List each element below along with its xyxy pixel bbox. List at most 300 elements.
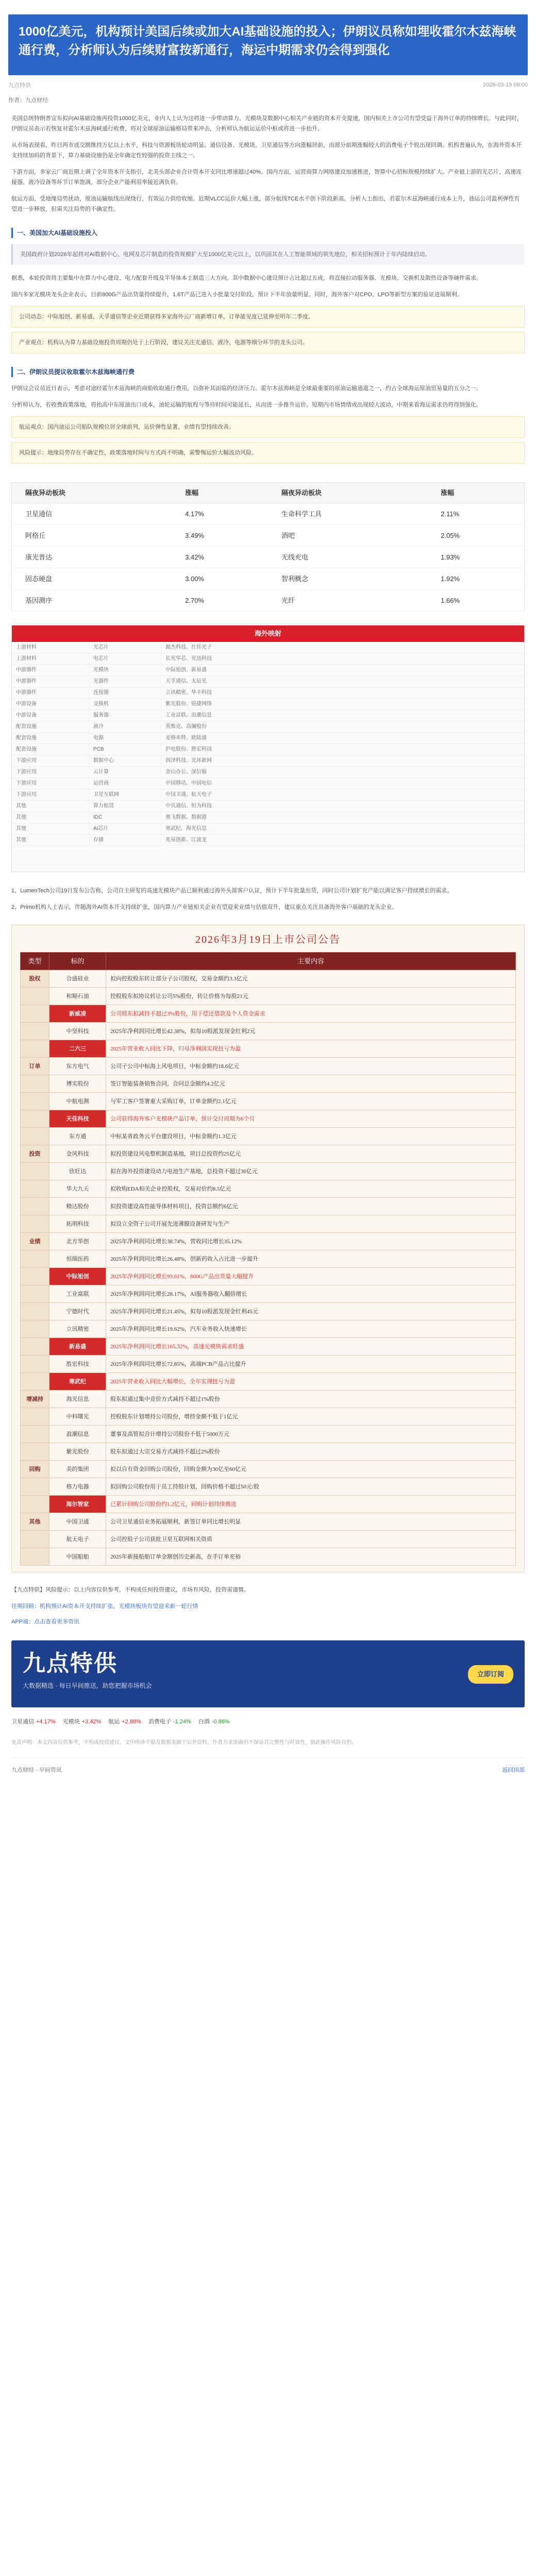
announcement-table — [20, 952, 516, 1566]
chain-cell: 立讯精密、华丰科技 — [165, 690, 212, 696]
chain-row — [12, 687, 524, 699]
table-row — [21, 1373, 516, 1391]
stock-change: -1.24% — [173, 1719, 191, 1725]
chain-cell: 配套设施 — [12, 733, 89, 743]
category-cell: 投资 — [21, 1145, 49, 1163]
sector-name-cell: 康光普达 — [12, 547, 172, 568]
stock-name: 光模块 — [62, 1719, 80, 1725]
table-row — [21, 1180, 516, 1198]
chain-cell: 算力租赁 — [89, 801, 161, 811]
callout-box: 风险提示：地缘局势存在不确定性，政策落地时间与方式尚不明确，需警惕运价大幅波动风险。 — [11, 442, 525, 464]
chain-cell: 金山办公、深信服 — [165, 769, 207, 775]
content-cell: 股东拟通过集中竞价方式减持不超过1%股份 — [106, 1391, 516, 1408]
table-row — [21, 1513, 516, 1531]
category-cell — [21, 1338, 49, 1355]
chain-cell: 下游应用 — [12, 789, 89, 800]
section-heading: 二、伊朗议员提议收取霍尔木兹海峡通行费 — [11, 367, 525, 377]
table-header-row — [21, 953, 516, 970]
chain-cell: 英维克、高澜股份 — [165, 724, 207, 730]
chain-cell: 其他 — [12, 812, 89, 823]
category-cell — [21, 1198, 49, 1215]
table-row — [21, 1426, 516, 1443]
table-row — [21, 1408, 516, 1426]
sector-change-cell: 1.66% — [427, 590, 524, 612]
table-header-cell: 隔夜异动板块 — [268, 483, 427, 503]
chain-cell: 电源 — [89, 733, 161, 743]
stock-name-cell: 新威凌 — [49, 1005, 106, 1023]
table-row — [21, 1075, 516, 1093]
table-row — [21, 1110, 516, 1128]
chain-chart-rows — [12, 642, 524, 846]
content-cell: 拟回购公司股份用于员工持股计划，回购价格不超过50元/股 — [106, 1478, 516, 1496]
stock-name-cell: 中际旭创 — [49, 1268, 106, 1285]
chain-cell: 服务器 — [89, 710, 161, 721]
chain-cell: IDC — [89, 812, 161, 823]
footer — [11, 1757, 525, 1775]
content-cell: 公司获得海外客户光模块产品订单，预计交付周期为6个月 — [106, 1110, 516, 1128]
stock-name: 卫星通信 — [11, 1719, 34, 1725]
table-row — [21, 1233, 516, 1250]
chain-row — [12, 710, 524, 721]
chain-cell: 沪电股份、胜宏科技 — [165, 747, 212, 752]
chain-cell: 光模块 — [89, 665, 161, 675]
stock-change: -0.86% — [211, 1719, 230, 1725]
chain-cell: 下游应用 — [12, 767, 89, 777]
content-cell: 中标某省政务云平台建设项目，中标金额约1.3亿元 — [106, 1128, 516, 1145]
table-row — [21, 1531, 516, 1548]
chain-cell: 寒武纪、海光信息 — [165, 826, 207, 832]
chain-cell: 其他 — [12, 823, 89, 834]
chain-cell: 液冷 — [89, 721, 161, 732]
content-cell: 签订智能装备销售合同，合同总金额约4.2亿元 — [106, 1075, 516, 1093]
category-cell: 增减持 — [21, 1391, 49, 1408]
sector-change-cell: 4.17% — [172, 503, 268, 525]
past-issue-link[interactable]: 往期回顾：机构预计AI资本开支持续扩张，光模块板块有望迎来新一轮行情 — [11, 1603, 198, 1609]
table-row — [21, 1548, 516, 1566]
sector-change-cell: 2.05% — [427, 525, 524, 547]
category-cell — [21, 988, 49, 1005]
content-cell: 2025年净利润同比增长42.38%，拟每10股派发现金红利2元 — [106, 1023, 516, 1040]
sector-name-cell: 无线充电 — [268, 547, 427, 568]
chain-cell: 光器件 — [89, 676, 161, 687]
stock-name-cell: 华大九天 — [49, 1180, 106, 1198]
chain-cell: 下游应用 — [12, 755, 89, 766]
stock-change: +2.88% — [122, 1719, 141, 1725]
chain-cell: 紫光股份、锐捷网络 — [165, 701, 212, 707]
table-row — [12, 568, 525, 590]
intro-paragraph: 从市场表现看，昨日两市成交额维持万亿以上水平，科技与资源板块轮动明显。通信设备、光模块、卫星通信等方向涨幅居前，而部分前期涨幅较大的消费电子个股出现回调。机构普遍认为，在海外资本开支持续加码的背景下，算力基础设施仍是全年确定性较强的投资主线之一。 — [11, 142, 522, 159]
chain-cell: AI芯片 — [89, 823, 161, 834]
chain-cell: 中际旭创、新易盛 — [165, 667, 207, 673]
chain-cell: 其他 — [12, 801, 89, 811]
category-cell — [21, 1023, 49, 1040]
stock-item[interactable] — [148, 1717, 191, 1727]
chain-cell: 上游材料 — [12, 653, 89, 664]
article-title: 1000亿美元，机构预计美国后续或加大AI基础设施的投入；伊朗议员称如埋收霍尔木兹海峡通行费，分析师认为后续财富按新通行，海运中期需求仍会得到强化 — [19, 25, 516, 57]
sector-name-cell: 卫星通信 — [12, 503, 172, 525]
chain-row — [12, 699, 524, 710]
table-row — [21, 1145, 516, 1163]
chain-cell: 兆易创新、江波龙 — [165, 837, 207, 843]
section-heading: 一、美国加大AI基础设施投入 — [11, 228, 525, 238]
category-cell — [21, 1268, 49, 1285]
sector-name-cell: 生命科学工具 — [268, 503, 427, 525]
table-row — [21, 1198, 516, 1215]
stock-ticker — [11, 1717, 525, 1727]
category-cell — [21, 1548, 49, 1566]
category-cell — [21, 1215, 49, 1233]
chain-cell: 运营商 — [89, 778, 161, 789]
table-row — [21, 1005, 516, 1023]
category-cell — [21, 1180, 49, 1198]
intro-paragraph: 下游方面，多家云厂商近期上调了全年资本开支指引，北美头部企业合计资本开支同比增速超过40%。国内方面，运营商算力网络建设加速推进，智算中心招标规模持续扩大。产业链上游的光芯片、高速连接器、液冷设备等环节订单饱满，部分企业产能利用率接近满负荷。 — [11, 169, 522, 185]
category-cell — [21, 1355, 49, 1373]
table-header-cell: 标的 — [49, 953, 106, 970]
sector-name-cell: 光纤 — [268, 590, 427, 612]
category-cell: 其他 — [21, 1513, 49, 1531]
stock-name-cell: 新易盛 — [49, 1338, 106, 1355]
chain-chart-image — [11, 625, 525, 872]
tail-paragraph: 【九点特供】风险提示：以上内容仅供参考，不构成任何投资建议，市场有风险，投资需谨慎。 — [11, 1587, 249, 1593]
chain-cell: 中游器件 — [12, 665, 89, 675]
content-cell: 2025年净利润同比增长26.48%，创新药收入占比进一步提升 — [106, 1250, 516, 1268]
stock-name: 消费电子 — [148, 1719, 171, 1725]
chain-cell: 麦格米特、欧陆通 — [165, 735, 207, 741]
category-cell: 订单 — [21, 1058, 49, 1075]
stock-name-cell: 博实股份 — [49, 1075, 106, 1093]
content-cell: 2025年净利润同比增长72.85%，高端PCB产品占比提升 — [106, 1355, 516, 1373]
content-cell: 控股股东拟协议转让公司5%股份，转让价格为每股21元 — [106, 988, 516, 1005]
sector-change-cell: 3.42% — [172, 547, 268, 568]
chain-cell: 电芯片 — [89, 653, 161, 664]
category-cell — [21, 1303, 49, 1320]
content-cell: 2025年净利润同比增长93.61%，800G产品出货量大幅提升 — [106, 1268, 516, 1285]
chain-cell: 工业富联、浪潮信息 — [165, 713, 212, 718]
chain-cell: 卫星互联网 — [89, 789, 161, 800]
stock-name-cell: 拓荆科技 — [49, 1215, 106, 1233]
article-meta — [8, 81, 528, 89]
callout-box: 航运观点：国内油运公司船队规模位居全球前列，运价弹性显著，业绩有望持续改善。 — [11, 416, 525, 438]
content-cell: 拟在海外投资建设动力电池生产基地，总投资不超过30亿元 — [106, 1163, 516, 1180]
content-cell: 2025年净利润同比增长38.74%，营收同比增长35.12% — [106, 1233, 516, 1250]
promo-banner[interactable] — [11, 1640, 525, 1707]
table-row — [21, 1268, 516, 1285]
content-cell: 拟以自有资金回购公司股份，回购金额为30亿至60亿元 — [106, 1461, 516, 1478]
sector-change-cell: 2.11% — [427, 503, 524, 525]
table-row — [21, 1303, 516, 1320]
chain-cell: 中国移动、中国电信 — [165, 781, 212, 786]
stock-change: +3.42% — [81, 1719, 102, 1725]
sector-name-cell: 阿格丘 — [12, 525, 172, 547]
section-paragraph: 分析师认为，若收费政策落地，将抬高中东原油出口成本，油轮运输的航程与等待时间可能延长，从而进一步推升运价。短期内市场情绪或出现较大波动，中期来看海运需求仍将得到强化。 — [11, 402, 482, 408]
table-header-cell: 类型 — [21, 953, 49, 970]
stock-name-cell: 中科曙光 — [49, 1408, 106, 1426]
chain-row — [12, 812, 524, 823]
content-cell: 拟投资建设风电整机制造基地，项目总投资约25亿元 — [106, 1145, 516, 1163]
sector-change-cell: 2.70% — [172, 590, 268, 612]
category-cell — [21, 1408, 49, 1426]
section-paragraph: 伊朗议会议员近日表示，考虑对途经霍尔木兹海峡的商船收取通行费用，以弥补其面临的经济压力。霍尔木兹海峡是全球最重要的原油运输通道之一，约占全球海运原油贸易量的五分之一。 — [11, 385, 482, 392]
callout-box: 产业观点：机构认为算力基础设施投资周期仍处于上行阶段，建议关注光通信、液冷、电源等细分环节的龙头公司。 — [11, 332, 525, 353]
stock-name-cell: 东方通 — [49, 1128, 106, 1145]
chain-cell: 连接器 — [89, 687, 161, 698]
content-cell: 公司卫星通信业务拓展顺利，新签订单同比增长明显 — [106, 1513, 516, 1531]
category-cell — [21, 1373, 49, 1391]
chain-cell: 交换机 — [89, 699, 161, 709]
content-cell: 2025年新接船舶订单金额创历史新高，在手订单充裕 — [106, 1548, 516, 1566]
section-paragraph: 国内多家光模块龙头企业表示，目前800G产品出货量持续提升，1.6T产品已进入小批量交付阶段，预计下半年放量明显。同时，海外客户对CPO、LPO等新型方案的验证进展顺利。 — [11, 292, 463, 298]
sector-name-cell: 固态硬盘 — [12, 568, 172, 590]
table-row — [21, 1338, 516, 1355]
chain-cell: 润泽科技、光环新网 — [165, 758, 212, 764]
stock-name-cell: 北方华创 — [49, 1233, 106, 1250]
category-cell — [21, 1496, 49, 1513]
chain-row — [12, 721, 524, 733]
content-cell: 控股股东计划增持公司股份，增持金额不低于1亿元 — [106, 1408, 516, 1426]
table-header-cell: 隔夜异动板块 — [12, 483, 172, 503]
content-cell: 董事及高管拟合计增持公司股份不低于5000万元 — [106, 1426, 516, 1443]
content-cell: 2025年净利润同比增长21.45%，拟每10股派发现金红利45元 — [106, 1303, 516, 1320]
sector-table — [11, 482, 525, 612]
table-row — [12, 525, 525, 547]
category-cell — [21, 1531, 49, 1548]
chain-cell: 其他 — [12, 835, 89, 845]
category-cell — [21, 1426, 49, 1443]
category-cell — [21, 1093, 49, 1110]
sector-change-cell: 1.92% — [427, 568, 524, 590]
stock-name-cell: 胜宏科技 — [49, 1355, 106, 1373]
content-cell: 拟收购EDA相关企业控股权，交易对价约8.5亿元 — [106, 1180, 516, 1198]
stock-name-cell: 东方电气 — [49, 1058, 106, 1075]
table-header-cell: 主要内容 — [106, 953, 516, 970]
content-cell: 公司股东拟减持不超过3%股份，用于偿还借款及个人资金需求 — [106, 1005, 516, 1023]
stock-name: 白酒 — [198, 1719, 210, 1725]
stock-item[interactable] — [108, 1717, 141, 1727]
chain-row — [12, 744, 524, 755]
chain-row — [12, 676, 524, 687]
chain-cell: 奥飞数据、数据港 — [165, 815, 207, 820]
chain-row — [12, 789, 524, 801]
article-date: 2026-03-19 08:00 — [483, 82, 528, 88]
chain-row — [12, 823, 524, 835]
stock-name-cell: 工业富联 — [49, 1285, 106, 1303]
stock-name-cell: 金风科技 — [49, 1145, 106, 1163]
table-row — [21, 1461, 516, 1478]
table-row — [21, 1320, 516, 1338]
content-cell: 2025年净利润同比增长165.32%，高速光模块需求旺盛 — [106, 1338, 516, 1355]
article-author: 作者：九点财经 — [8, 97, 48, 104]
category-cell — [21, 1163, 49, 1180]
category-cell — [21, 1443, 49, 1461]
stock-name-cell: 紫光股份 — [49, 1443, 106, 1461]
chain-row — [12, 755, 524, 767]
stock-change: +4.17% — [36, 1719, 56, 1725]
chain-cell: 云计算 — [89, 767, 161, 777]
stock-name-cell: 格力电器 — [49, 1478, 106, 1496]
content-cell: 拟向控股股东转让部分子公司股权，交易金额约3.3亿元 — [106, 970, 516, 988]
chain-cell: 天孚通信、太辰光 — [165, 679, 207, 684]
stock-item[interactable] — [63, 1717, 102, 1727]
table-header-row — [12, 483, 525, 503]
chain-cell: 配套设施 — [12, 721, 89, 732]
section-quote: 美国政府计划2026年起将对AI数据中心、电网及芯片制造的投资规模扩大至1000亿美元以上，以巩固其在人工智能领域的领先地位，相关招标预计于年内陆续启动。 — [11, 244, 525, 265]
chain-cell: 中游设备 — [12, 699, 89, 709]
announcement-title: 2026年3月19日上市公司公告 — [195, 934, 341, 945]
chain-row — [12, 733, 524, 744]
stock-name-cell: 浪潮信息 — [49, 1426, 106, 1443]
content-cell: 公司子公司中标海上风电项目，中标金额约18.6亿元 — [106, 1058, 516, 1075]
chain-row — [12, 778, 524, 789]
table-row — [12, 547, 525, 568]
table-row — [21, 1093, 516, 1110]
chain-cell: 下游应用 — [12, 778, 89, 789]
table-row — [21, 988, 516, 1005]
chain-cell: 中游设备 — [12, 710, 89, 721]
content-cell: 股东拟通过大宗交易方式减持不超过2%股份 — [106, 1443, 516, 1461]
sector-name-cell: 基因测序 — [12, 590, 172, 612]
sector-name-cell: 酒吧 — [268, 525, 427, 547]
table-row — [21, 1058, 516, 1075]
table-header-cell: 涨幅 — [427, 483, 524, 503]
stock-name-cell: 美的集团 — [49, 1461, 106, 1478]
stock-name-cell: 立讯精密 — [49, 1320, 106, 1338]
content-cell: 2025年营业收入同比下降，归母净利润实现扭亏为盈 — [106, 1040, 516, 1058]
table-row — [21, 1023, 516, 1040]
table-row — [12, 503, 525, 525]
content-cell: 与军工客户签署重大采购订单，订单金额约2.1亿元 — [106, 1093, 516, 1110]
chain-row — [12, 653, 524, 665]
content-cell: 已累计回购公司股份约1.2亿元，回购计划持续推进 — [106, 1496, 516, 1513]
chain-cell: PCB — [89, 744, 161, 755]
table-row — [21, 1215, 516, 1233]
chain-row — [12, 642, 524, 653]
chain-cell: 上游材料 — [12, 642, 89, 653]
note-paragraph: 2、Primo机构人士表示，伴随海外AI资本开支持续扩张，国内算力产业链相关企业有望迎来业绩与估值双升，建议重点关注具备海外客户基础的龙头企业。 — [11, 904, 398, 910]
chain-cell: 中游器件 — [12, 687, 89, 698]
stock-name-cell: 二六三 — [49, 1040, 106, 1058]
page — [0, 14, 536, 2576]
chain-cell: 配套设施 — [12, 744, 89, 755]
article-body — [11, 113, 525, 1775]
stock-name-cell: 天佳科技 — [49, 1110, 106, 1128]
table-header-cell: 涨幅 — [172, 483, 268, 503]
chain-row — [12, 835, 524, 846]
stock-item[interactable] — [11, 1717, 56, 1727]
promo-title: 九点特供 — [23, 1651, 118, 1676]
chain-row — [12, 801, 524, 812]
article-source: 九点特供 — [8, 82, 31, 89]
content-cell: 2025年净利润同比增长28.17%，AI服务器收入翻倍增长 — [106, 1285, 516, 1303]
stock-name-cell: 海尔智家 — [49, 1496, 106, 1513]
stock-name-cell: 海光信息 — [49, 1391, 106, 1408]
chain-cell: 中贝通信、恒为科技 — [165, 803, 212, 809]
sector-change-cell: 3.49% — [172, 525, 268, 547]
chain-row — [12, 767, 524, 778]
stock-name-cell: 航天电子 — [49, 1531, 106, 1548]
chain-cell: 存储 — [89, 835, 161, 845]
note-paragraph: 1、LumenTech公司19日发布公告称，公司自主研发的高速光模块产品已顺利通过海外头部客户认证，预计下半年批量出货，同时公司计划扩充产能以满足客户持续增长的需求。 — [11, 888, 453, 894]
app-link[interactable]: APP端：点击查看更多资讯 — [11, 1619, 80, 1625]
category-cell — [21, 1250, 49, 1268]
stock-name-cell: 欣旺达 — [49, 1163, 106, 1180]
table-row — [21, 1128, 516, 1145]
chain-cell: 中国卫通、航天电子 — [165, 792, 212, 798]
chain-cell: 中游器件 — [12, 676, 89, 687]
stock-name-cell: 中国船舶 — [49, 1548, 106, 1566]
stock-name-cell: 宁德时代 — [49, 1303, 106, 1320]
disclaimer: 免责声明：本文内容仅供参考，不构成投资建议。文中所涉个股及数据来源于公开资料，作者力求准确但不保证其完整性与时效性，据此操作风险自担。 — [11, 1740, 357, 1745]
stock-name-cell: 精达股份 — [49, 1198, 106, 1215]
stock-name-cell: 恒瑞医药 — [49, 1250, 106, 1268]
table-row — [12, 590, 525, 612]
stock-name-cell: 中航电测 — [49, 1093, 106, 1110]
promo-subtitle: 大数据精选 · 每日早间推送，助您把握市场机会 — [23, 1682, 152, 1689]
sector-change-cell: 1.93% — [427, 547, 524, 568]
stock-name: 航运 — [108, 1719, 120, 1725]
chain-chart-title: 海外映射 — [12, 625, 524, 642]
callout-box: 公司动态：中际旭创、新易盛、天孚通信等企业近期获得多家海外云厂商新增订单，订单能见度已延伸至明年二季度。 — [11, 306, 525, 328]
category-cell — [21, 1478, 49, 1496]
table-row — [21, 1163, 516, 1180]
table-row — [21, 1250, 516, 1268]
category-cell: 业绩 — [21, 1233, 49, 1250]
chain-cell: 源杰科技、仕佳光子 — [165, 645, 212, 650]
table-row — [21, 1496, 516, 1513]
chain-cell: 光芯片 — [89, 642, 161, 653]
table-row — [21, 1478, 516, 1496]
category-cell — [21, 1005, 49, 1023]
sector-change-cell: 3.00% — [172, 568, 268, 590]
content-cell: 拟设立全资子公司开展先进薄膜设备研发与生产 — [106, 1215, 516, 1233]
table-row — [21, 1040, 516, 1058]
category-cell — [21, 1320, 49, 1338]
stock-name-cell: 中坚科技 — [49, 1023, 106, 1040]
content-cell: 公司控股子公司获批卫星互联网相关资质 — [106, 1531, 516, 1548]
category-cell — [21, 1128, 49, 1145]
category-cell — [21, 1110, 49, 1128]
category-cell: 股权 — [21, 970, 49, 988]
table-row — [21, 1355, 516, 1373]
sector-name-cell: 智利概念 — [268, 568, 427, 590]
content-cell: 拟投资建设高性能导体材料项目，投资总额约6亿元 — [106, 1198, 516, 1215]
stock-item[interactable] — [198, 1717, 230, 1727]
intro-paragraph: 航运方面，受地缘局势扰动，原油运输航线出现绕行，有效运力供给收缩。近期VLCC运价大幅上涨，部分航线TCE水平创下阶段新高。分析人士指出，若霍尔木兹海峡通行成本上升，油运公司盈利弹性有望进一步释放，但需关注局势的不确定性。 — [11, 196, 520, 212]
table-row — [21, 1391, 516, 1408]
stock-name-cell: 中国卫通 — [49, 1513, 106, 1531]
stock-name-cell: 合盛硅业 — [49, 970, 106, 988]
table-row — [21, 1285, 516, 1303]
subscribe-button[interactable]: 立即订阅 — [468, 1665, 513, 1684]
footer-brand: 九点财经 · 早间资讯 — [11, 1767, 62, 1773]
stock-name-cell: 寒武纪 — [49, 1373, 106, 1391]
chain-cell: 数据中心 — [89, 755, 161, 766]
category-cell — [21, 1285, 49, 1303]
chain-row — [12, 665, 524, 676]
article-title-banner — [8, 14, 528, 75]
content-cell: 2025年净利润同比增长19.62%，汽车业务收入快速增长 — [106, 1320, 516, 1338]
table-row — [21, 970, 516, 988]
table-row — [21, 1443, 516, 1461]
section-paragraph: 据悉，本轮投资将主要集中在算力中心建设、电力配套升级及半导体本土制造三大方向。其中数据中心建设预计占比超过五成，将直接拉动服务器、光模块、交换机及散热设备等硬件需求。 — [11, 275, 482, 281]
category-cell — [21, 1075, 49, 1093]
back-to-top-link[interactable]: 返回顶部 — [502, 1767, 525, 1773]
category-cell — [21, 1040, 49, 1058]
intro-paragraph: 美国总统特朗普宣布拟向AI基础设施再投资1000亿美元，业内人士认为这将进一步带动算力、光模块及数据中心相关产业链的资本开支提速，国内相关上市公司有望受益于海外订单的持续增长。与此同时，伊朗议员表示若恢复对霍尔木兹海峡通行收费，将对全球原油运输格局带来冲击，分析师认为航运运价中枢或将进一步抬升。 — [11, 115, 523, 132]
chain-cell: 长光华芯、光迅科技 — [165, 656, 212, 662]
announcement-card — [11, 925, 525, 1572]
content-cell: 2025年营业收入同比大幅增长，全年实现扭亏为盈 — [106, 1373, 516, 1391]
category-cell: 回购 — [21, 1461, 49, 1478]
